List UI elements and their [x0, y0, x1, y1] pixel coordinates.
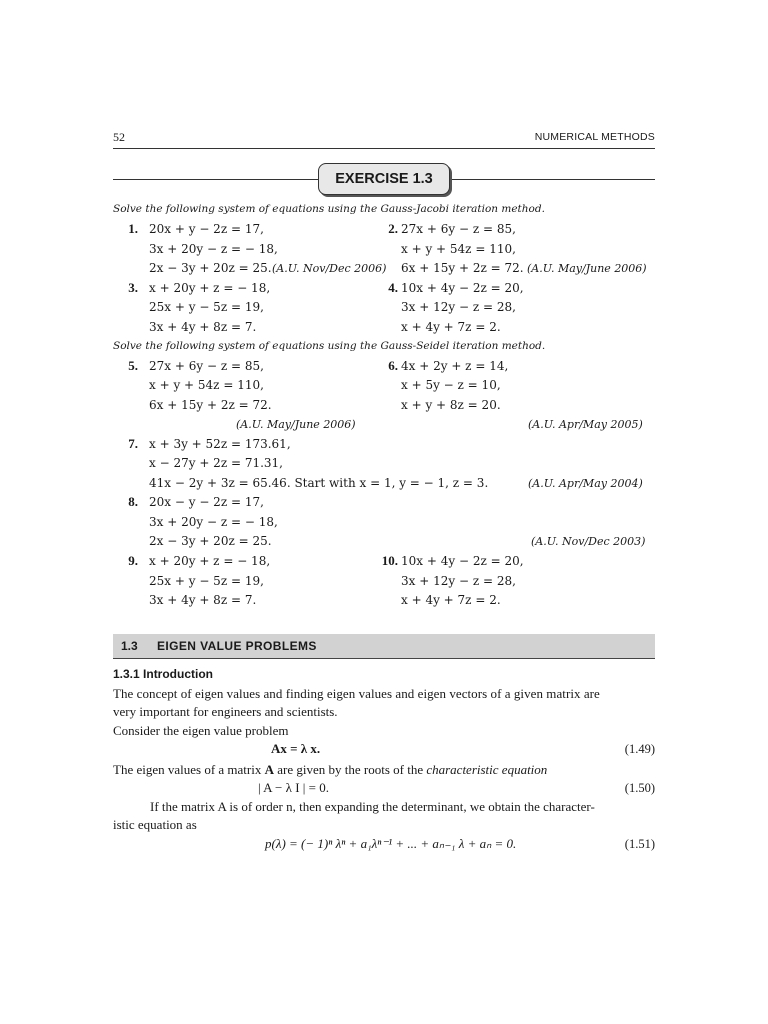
- equation: 25x + y − 5z = 19,: [149, 300, 264, 314]
- page-number: 52: [113, 130, 125, 144]
- equation: 3x + 4y + 8z = 7.: [149, 593, 257, 607]
- exercise-rule-right: [450, 179, 655, 180]
- equation: 6x + 15y + 2z = 72.: [401, 261, 524, 275]
- equation: 2x − 3y + 20z = 25.: [149, 261, 272, 275]
- equation: x + y + 54z = 110,: [149, 378, 264, 392]
- exam-reference: (A.U. Apr/May 2005): [528, 418, 643, 431]
- problem-number: 4.: [388, 280, 398, 295]
- exercise-rule-left: [113, 179, 318, 180]
- exam-reference: (A.U. Nov/Dec 2003): [531, 535, 646, 548]
- paragraph-line: Consider the eigen value problem: [113, 723, 289, 738]
- equation: x + 4y + 7z = 2.: [401, 593, 501, 607]
- problem-number: 3.: [128, 280, 138, 295]
- equation: 10x + 4y − 2z = 20,: [401, 281, 524, 295]
- equation: 27x + 6y − z = 85,: [401, 222, 516, 236]
- equation: 2x − 3y + 20z = 25.: [149, 534, 272, 548]
- seidel-intro: Solve the following system of equations using the Gauss-Seidel iteration method.: [113, 340, 546, 352]
- paragraph-line: very important for engineers and scientists.: [113, 704, 338, 719]
- problem-number: 6.: [388, 358, 398, 373]
- paragraph-line: istic equation as: [113, 817, 197, 832]
- equation: 20x + y − 2z = 17,: [149, 222, 264, 236]
- problem-number: 1.: [128, 221, 138, 236]
- equation: x + 20y + z = − 18,: [149, 281, 271, 295]
- equation: x + 5y − z = 10,: [401, 378, 501, 392]
- section-number: 1.3: [121, 639, 138, 653]
- exam-reference: (A.U. May/June 2006): [236, 418, 356, 431]
- equation-1-49: Ax = λ x.: [271, 741, 321, 756]
- equation: x + y + 8z = 20.: [401, 398, 501, 412]
- equation: x + 4y + 7z = 2.: [401, 320, 501, 334]
- equation-1-50: | A − λ I | = 0.: [258, 780, 329, 795]
- equation-number: (1.49): [624, 742, 655, 756]
- equation-1-51: p(λ) = (− 1)ⁿ λⁿ + a₁λⁿ⁻¹ + ... + aₙ₋₁ λ + aₙ = 0.: [265, 836, 517, 851]
- running-title: NUMERICAL METHODS: [534, 131, 655, 143]
- equation: 3x + 20y − z = − 18,: [149, 242, 278, 256]
- equation: 27x + 6y − z = 85,: [149, 359, 264, 373]
- equation: 4x + 2y + z = 14,: [401, 359, 509, 373]
- problem-number: 2.: [388, 221, 398, 236]
- equation-number: (1.51): [624, 837, 655, 851]
- paragraph-line: The eigen values of a matrix A are given by the roots of the characteristic equation: [113, 762, 548, 777]
- subsection-heading: 1.3.1 Introduction: [113, 667, 214, 681]
- problem-number: 7.: [128, 436, 138, 451]
- equation: 25x + y − 5z = 19,: [149, 574, 264, 588]
- jacobi-intro: Solve the following system of equations using the Gauss-Jacobi iteration method.: [113, 203, 545, 215]
- problem-number: 10.: [381, 553, 398, 568]
- problem-number: 8.: [128, 494, 138, 509]
- equation: 20x − y − 2z = 17,: [149, 495, 264, 509]
- equation: 6x + 15y + 2z = 72.: [149, 398, 272, 412]
- exam-reference: (A.U. Apr/May 2004): [528, 477, 643, 490]
- paragraph-line: If the matrix A is of order n, then expanding the determinant, we obtain the character-: [150, 799, 595, 814]
- equation: x + 3y + 52z = 173.61,: [149, 437, 291, 451]
- equation: x + 20y + z = − 18,: [149, 554, 271, 568]
- equation: 41x − 2y + 3z = 65.46. Start with x = 1, y = − 1, z = 3.: [149, 476, 489, 490]
- exam-reference: (A.U. Nov/Dec 2006): [272, 262, 387, 275]
- equation: 3x + 4y + 8z = 7.: [149, 320, 257, 334]
- equation: 3x + 20y − z = − 18,: [149, 515, 278, 529]
- header-rule: [113, 148, 655, 149]
- problem-number: 5.: [128, 358, 138, 373]
- equation: x − 27y + 2z = 71.31,: [149, 456, 283, 470]
- problem-number: 9.: [128, 553, 138, 568]
- section-title: EIGEN VALUE PROBLEMS: [157, 639, 317, 653]
- equation: 10x + 4y − 2z = 20,: [401, 554, 524, 568]
- paragraph-line: The concept of eigen values and finding eigen values and eigen vectors of a given matrix are: [113, 686, 600, 701]
- exam-reference: (A.U. May/June 2006): [527, 262, 647, 275]
- equation: x + y + 54z = 110,: [401, 242, 516, 256]
- equation: 3x + 12y − z = 28,: [401, 300, 516, 314]
- exercise-title: EXERCISE 1.3: [318, 163, 450, 195]
- equation-number: (1.50): [624, 781, 655, 795]
- equation: 3x + 12y − z = 28,: [401, 574, 516, 588]
